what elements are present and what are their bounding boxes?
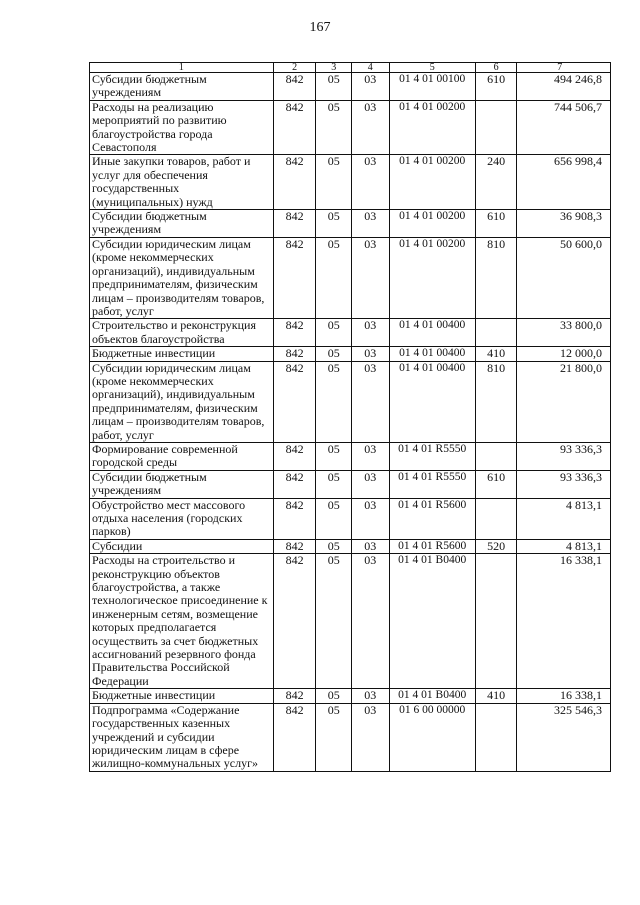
amount: 325 546,3 — [517, 703, 611, 771]
dept-code: 842 — [273, 347, 316, 361]
amount: 36 908,3 — [517, 210, 611, 238]
expense-type-code: 810 — [475, 237, 517, 318]
table-row — [90, 470, 611, 498]
expense-name: Расходы на строительство и реконструкцию объектов благоустройства, а также технологическое присоединение к инженерным сетям, возмещение которых предполагается осуществить за счет бюджетных ассигнований резервного фонда Правительства Российской Федерации — [90, 554, 274, 689]
table-row — [90, 73, 611, 101]
column-header: 6 — [475, 63, 517, 73]
subsection-code: 03 — [351, 361, 389, 442]
expense-name: Субсидии юридическим лицам (кроме некоммерческих организаций), индивидуальным предпринимателям, физическим лицам – производителям товаров, работ, услуг — [90, 237, 274, 318]
section-code: 05 — [316, 347, 352, 361]
expense-name: Бюджетные инвестиции — [90, 689, 274, 703]
target-article-code: 01 4 01 B0400 — [389, 689, 475, 703]
dept-code: 842 — [273, 100, 316, 155]
amount: 16 338,1 — [517, 689, 611, 703]
dept-code: 842 — [273, 361, 316, 442]
table-row — [90, 361, 611, 442]
budget-table — [89, 62, 611, 772]
expense-name: Подпрограмма «Содержание государственных казенных учреждений и субсидии юридическим лицам в сфере жилищно-коммунальных услуг» — [90, 703, 274, 771]
dept-code: 842 — [273, 319, 316, 347]
amount: 4 813,1 — [517, 539, 611, 553]
column-header: 5 — [389, 63, 475, 73]
section-code: 05 — [316, 361, 352, 442]
page-number: 167 — [309, 20, 331, 35]
section-code: 05 — [316, 210, 352, 238]
table-row — [90, 319, 611, 347]
expense-name: Субсидии бюджетным учреждениям — [90, 210, 274, 238]
subsection-code: 03 — [351, 210, 389, 238]
table-row — [90, 539, 611, 553]
expense-type-code — [475, 319, 517, 347]
table-row — [90, 347, 611, 361]
target-article-code: 01 4 01 R5600 — [389, 498, 475, 539]
dept-code: 842 — [273, 73, 316, 101]
subsection-code: 03 — [351, 73, 389, 101]
section-code: 05 — [316, 442, 352, 470]
subsection-code: 03 — [351, 498, 389, 539]
dept-code: 842 — [273, 442, 316, 470]
expense-name: Формирование современной городской среды — [90, 442, 274, 470]
subsection-code: 03 — [351, 442, 389, 470]
subsection-code: 03 — [351, 237, 389, 318]
section-code: 05 — [316, 237, 352, 318]
amount: 744 506,7 — [517, 100, 611, 155]
dept-code: 842 — [273, 539, 316, 553]
amount: 33 800,0 — [517, 319, 611, 347]
subsection-code: 03 — [351, 703, 389, 771]
subsection-code: 03 — [351, 554, 389, 689]
target-article-code: 01 4 01 00100 — [389, 73, 475, 101]
section-code: 05 — [316, 689, 352, 703]
target-article-code: 01 6 00 00000 — [389, 703, 475, 771]
column-header: 2 — [273, 63, 316, 73]
expense-type-code — [475, 703, 517, 771]
amount: 656 998,4 — [517, 155, 611, 210]
dept-code: 842 — [273, 237, 316, 318]
amount: 12 000,0 — [517, 347, 611, 361]
table-row — [90, 442, 611, 470]
expense-type-code: 410 — [475, 689, 517, 703]
amount: 50 600,0 — [517, 237, 611, 318]
expense-name: Субсидии бюджетным учреждениям — [90, 470, 274, 498]
target-article-code: 01 4 01 00200 — [389, 155, 475, 210]
amount: 93 336,3 — [517, 470, 611, 498]
dept-code: 842 — [273, 703, 316, 771]
target-article-code: 01 4 01 R5550 — [389, 470, 475, 498]
table-row — [90, 689, 611, 703]
subsection-code: 03 — [351, 539, 389, 553]
expense-type-code — [475, 498, 517, 539]
section-code: 05 — [316, 155, 352, 210]
expense-type-code — [475, 442, 517, 470]
subsection-code: 03 — [351, 100, 389, 155]
expense-name: Бюджетные инвестиции — [90, 347, 274, 361]
expense-type-code: 410 — [475, 347, 517, 361]
table-row — [90, 498, 611, 539]
column-header: 3 — [316, 63, 352, 73]
target-article-code: 01 4 01 00400 — [389, 347, 475, 361]
section-code: 05 — [316, 554, 352, 689]
dept-code: 842 — [273, 155, 316, 210]
expense-name: Расходы на реализацию мероприятий по развитию благоустройства города Севастополя — [90, 100, 274, 155]
target-article-code: 01 4 01 00200 — [389, 210, 475, 238]
section-code: 05 — [316, 703, 352, 771]
expense-type-code: 610 — [475, 73, 517, 101]
expense-type-code: 240 — [475, 155, 517, 210]
table-row — [90, 237, 611, 318]
column-header: 1 — [90, 63, 274, 73]
dept-code: 842 — [273, 554, 316, 689]
dept-code: 842 — [273, 470, 316, 498]
table-row — [90, 210, 611, 238]
column-header: 4 — [351, 63, 389, 73]
expense-type-code — [475, 100, 517, 155]
expense-type-code: 610 — [475, 470, 517, 498]
expense-name: Субсидии юридическим лицам (кроме некоммерческих организаций), индивидуальным предпринимателям, физическим лицам – производителям товаров, работ, услуг — [90, 361, 274, 442]
expense-type-code — [475, 554, 517, 689]
section-code: 05 — [316, 73, 352, 101]
table-row — [90, 703, 611, 771]
expense-type-code: 520 — [475, 539, 517, 553]
expense-type-code: 810 — [475, 361, 517, 442]
dept-code: 842 — [273, 210, 316, 238]
amount: 494 246,8 — [517, 73, 611, 101]
target-article-code: 01 4 01 00200 — [389, 100, 475, 155]
section-code: 05 — [316, 100, 352, 155]
amount: 93 336,3 — [517, 442, 611, 470]
subsection-code: 03 — [351, 319, 389, 347]
target-article-code: 01 4 01 R5550 — [389, 442, 475, 470]
column-header: 7 — [517, 63, 611, 73]
dept-code: 842 — [273, 498, 316, 539]
table-row — [90, 155, 611, 210]
table-row — [90, 554, 611, 689]
amount: 21 800,0 — [517, 361, 611, 442]
target-article-code: 01 4 01 00400 — [389, 361, 475, 442]
dept-code: 842 — [273, 689, 316, 703]
table-row — [90, 100, 611, 155]
subsection-code: 03 — [351, 689, 389, 703]
header-row — [90, 63, 611, 73]
expense-name: Субсидии — [90, 539, 274, 553]
subsection-code: 03 — [351, 347, 389, 361]
target-article-code: 01 4 01 00400 — [389, 319, 475, 347]
target-article-code: 01 4 01 00200 — [389, 237, 475, 318]
expense-name: Иные закупки товаров, работ и услуг для обеспечения государственных (муниципальных) нужд — [90, 155, 274, 210]
amount: 4 813,1 — [517, 498, 611, 539]
section-code: 05 — [316, 470, 352, 498]
subsection-code: 03 — [351, 470, 389, 498]
target-article-code: 01 4 01 R5600 — [389, 539, 475, 553]
section-code: 05 — [316, 319, 352, 347]
section-code: 05 — [316, 539, 352, 553]
expense-name: Строительство и реконструкция объектов благоустройства — [90, 319, 274, 347]
target-article-code: 01 4 01 B0400 — [389, 554, 475, 689]
expense-name: Обустройство мест массового отдыха населения (городских парков) — [90, 498, 274, 539]
section-code: 05 — [316, 498, 352, 539]
amount: 16 338,1 — [517, 554, 611, 689]
subsection-code: 03 — [351, 155, 389, 210]
expense-type-code: 610 — [475, 210, 517, 238]
expense-name: Субсидии бюджетным учреждениям — [90, 73, 274, 101]
